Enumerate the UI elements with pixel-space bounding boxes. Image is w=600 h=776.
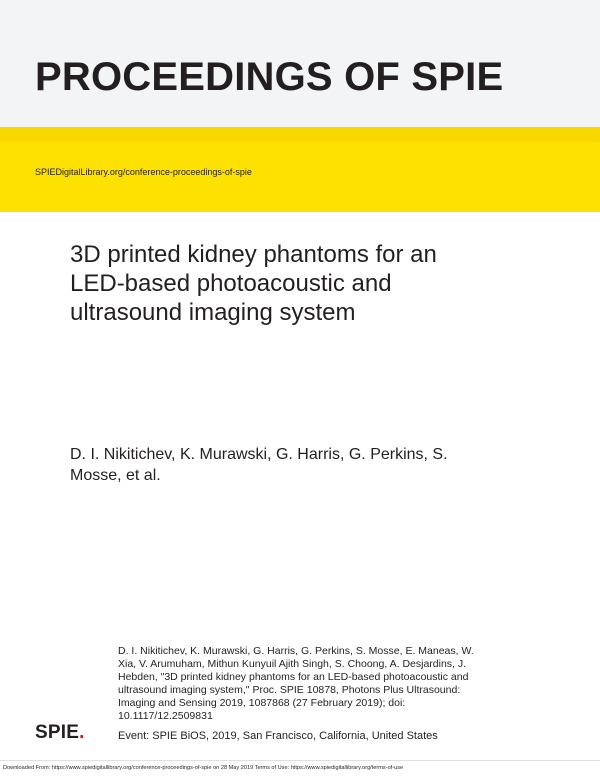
citation-line: D. I. Nikitichev, K. Murawski, G. Harris, G. Perkins, S. Mosse, E. Maneas, W.	[118, 645, 474, 657]
authors	[70, 444, 530, 486]
authors-line: Mosse, et al.	[70, 467, 161, 484]
digital-library-link[interactable]: SPIEDigitalLibrary.org/conference-proceedings-of-spie	[35, 167, 252, 177]
citation-block	[118, 645, 548, 723]
citation-line: Hebden, "3D printed kidney phantoms for an LED-based photoacoustic and	[118, 671, 469, 683]
paper-title-line: LED-based photoacoustic and	[70, 270, 392, 297]
paper-title-line: 3D printed kidney phantoms for an	[70, 241, 437, 268]
paper-title-line: ultrasound imaging system	[70, 299, 356, 326]
citation-line: ultrasound imaging system," Proc. SPIE 10878, Photons Plus Ultrasound:	[118, 684, 461, 696]
footer-divider	[0, 760, 600, 761]
citation-line: Xia, V. Arumuham, Mithun Kunyuil Ajith Singh, S. Choong, A. Desjardins, J.	[118, 658, 467, 670]
banner-top-stripe	[0, 127, 600, 142]
spie-logo-text: SPIE	[35, 722, 80, 743]
spie-logo	[35, 722, 85, 744]
download-footer: Downloaded From: https://www.spiedigitallibrary.org/conference-proceedings-of-spie on 28 May 2019 Terms of Use: https://www.spiedigitallibrary.org/terms-of-use	[3, 765, 404, 771]
citation-line: Imaging and Sensing 2019, 1087868 (27 February 2019); doi:	[118, 697, 406, 709]
citation-line: 10.1117/12.2509831	[118, 710, 213, 722]
event-info: Event: SPIE BiOS, 2019, San Francisco, California, United States	[118, 730, 438, 742]
authors-line: D. I. Nikitichev, K. Murawski, G. Harris, G. Perkins, S.	[70, 446, 448, 463]
spie-logo-dot: .	[79, 722, 85, 743]
paper-title	[70, 240, 540, 327]
proceedings-title: PROCEEDINGS OF SPIE	[35, 55, 504, 99]
